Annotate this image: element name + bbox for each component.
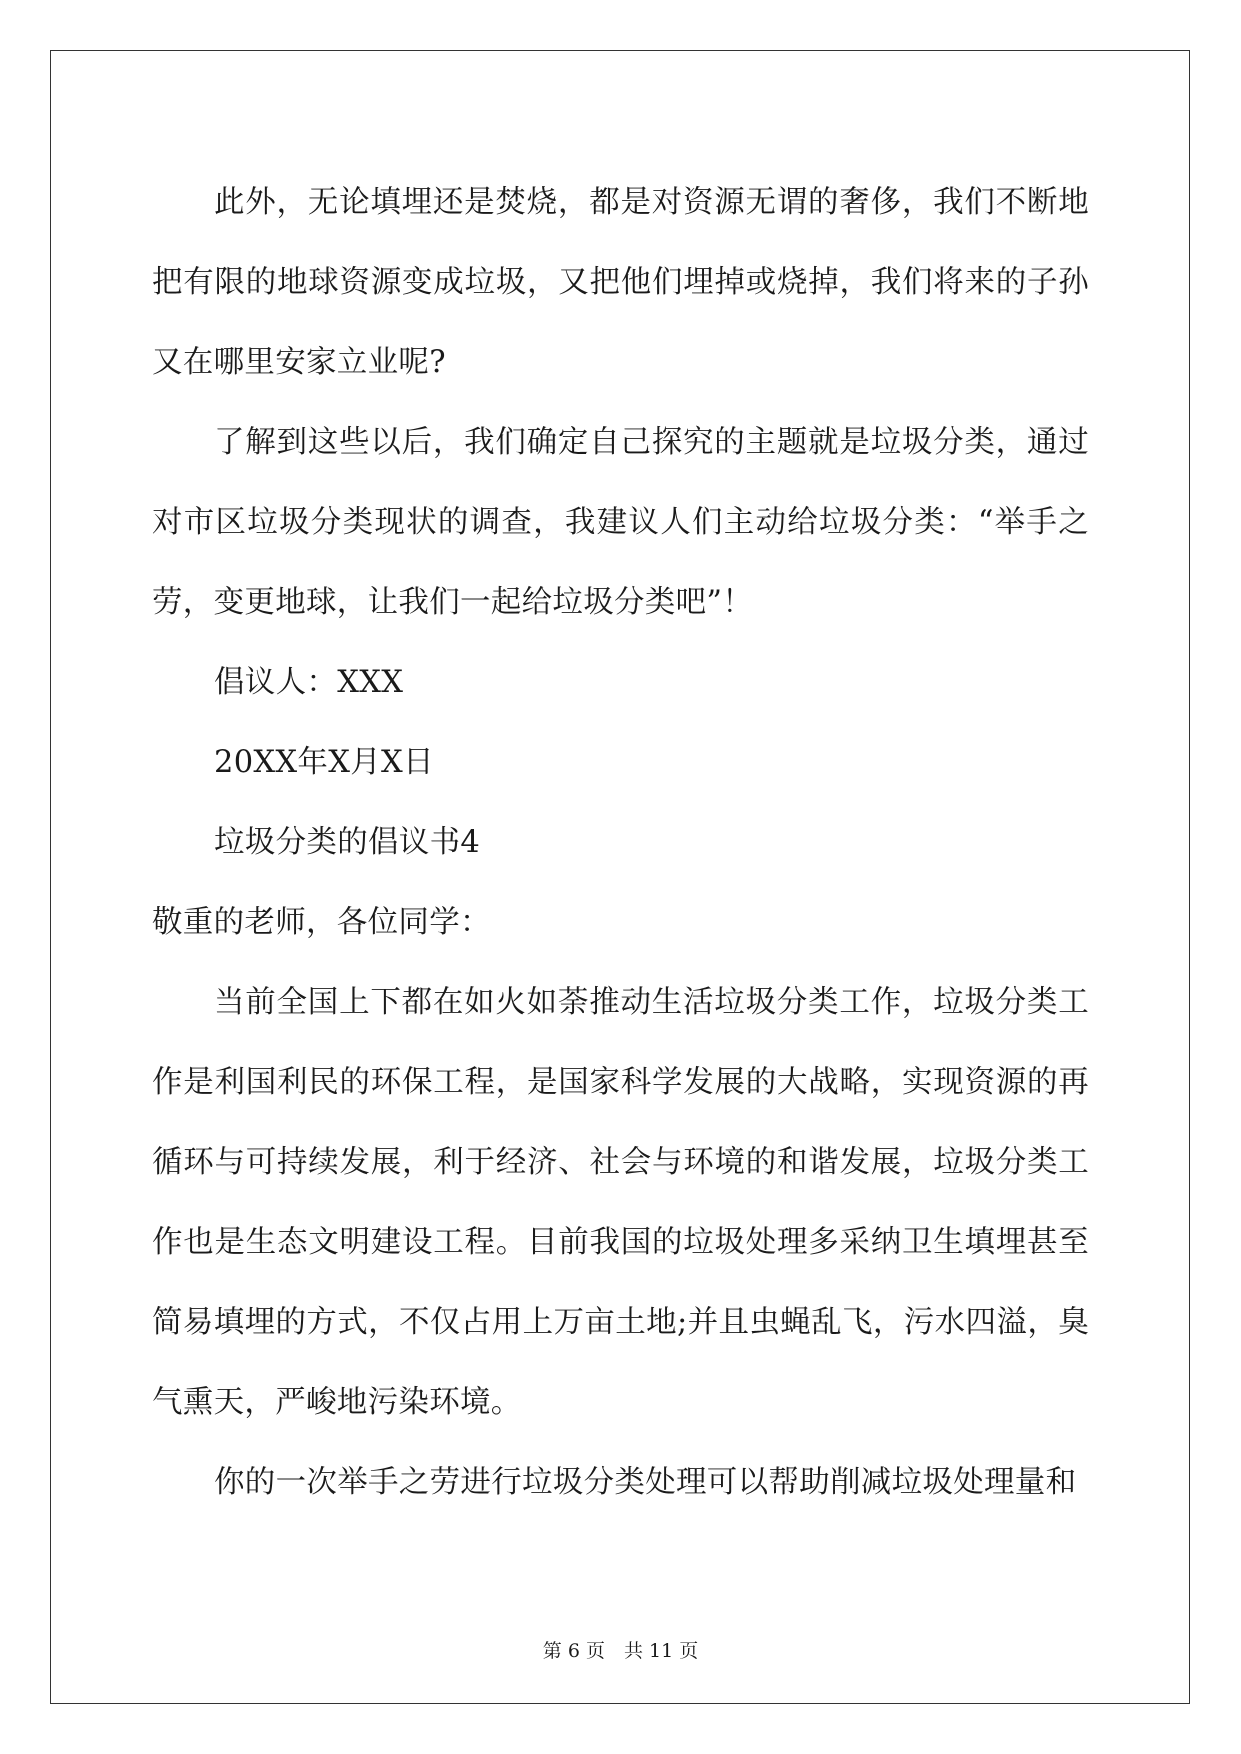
signature-line: 倡议人：XXX — [214, 665, 404, 700]
paragraph: 当前全国上下都在如火如荼推动生活垃圾分类工作，垃圾分类工作是利国利民的环保工程，是国家科学发展的大战略，实现资源的再循环与可持续发展，利于经济、社会与环境的和谐发展，垃圾分类工作也是生态文明建设工程。目前我国的垃圾处理多采纳卫生填埋甚至简易填埋的方式，不仅占用上万亩土地;并且虫蝇乱飞，污水四溢，臭气熏天，严峻地污染环境。 — [152, 985, 1089, 1420]
paragraph: 此外，无论填埋还是焚烧，都是对资源无谓的奢侈，我们不断地把有限的地球资源变成垃圾，又把他们埋掉或烧掉，我们将来的子孙又在哪里安家立业呢? — [152, 185, 1089, 380]
document-body — [152, 163, 1089, 1523]
date-line: 20XX年X月X日 — [214, 745, 434, 780]
paragraph: 了解到这些以后，我们确定自己探究的主题就是垃圾分类，通过对市区垃圾分类现状的调查，我建议人们主动给垃圾分类：“举手之劳，变更地球，让我们一起给垃圾分类吧”！ — [152, 425, 1089, 620]
salutation: 敬重的老师，各位同学： — [152, 905, 491, 940]
page-number-footer: 第 6 页 共 11 页 — [542, 1640, 699, 1662]
section-title: 垃圾分类的倡议书4 — [214, 825, 481, 860]
paragraph: 你的一次举手之劳进行垃圾分类处理可以帮助削减垃圾处理量和 — [214, 1465, 1077, 1500]
